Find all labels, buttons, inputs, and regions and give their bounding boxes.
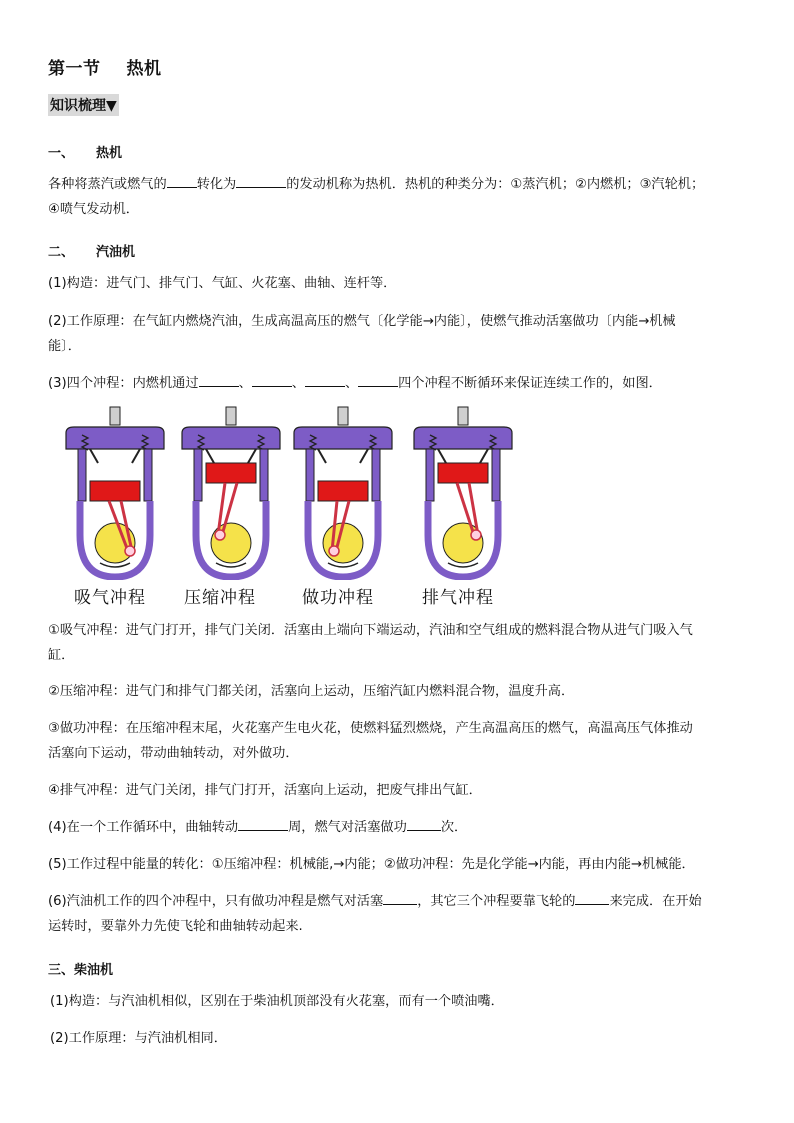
power-stroke-text: ③做功冲程：在压缩冲程末尾，火花塞产生电火花，使燃料猛烈燃烧，产生高温高压的燃气，高温高压气体推动 活塞向下运动，带动曲轴转动，对外做功． [48,721,693,761]
line-four-strokes: (3)四个冲程：内燃机通过 、 、 、 四个冲程不断循环来保证连续工作的，如图． [48,372,748,397]
line-energy-conversion: (5)工作过程中能量的转化：①压缩冲程：机械能,→内能；②做功冲程：先是化学能→内能，再由内能→机械能． [48,857,695,872]
intake-valve [90,449,98,463]
cylinder-wall-left [426,449,434,501]
heading-gasoline-engine: 二、 汽油机 [48,245,136,260]
diesel-structure-text: (1)构造：与汽油机相似，区别在于柴油机顶部没有火花塞，而有一个喷油嘴． [50,994,504,1009]
line-working-principle: (2)工作原理：在气缸内燃烧汽油，生成高温高压的燃气〔化学能→内能〕，使燃气推动活塞做功〔内能→机械 能〕． [48,314,676,354]
section-name: 热机 [126,59,162,79]
crankshaft-wheel [211,523,251,563]
exhaust-stroke-diagram [408,405,518,580]
compression-stroke-diagram [176,405,286,580]
line-work-cycle: (4)在一个工作循环中，曲轴转动 周，燃气对活塞做功 次． [48,816,748,841]
heading-heat-engine: 一、 热机 [48,146,123,161]
spark-plug [338,407,348,425]
cylinder-wall-right [260,449,268,501]
crank-pin [215,530,225,540]
four-stroke-figure [56,405,526,610]
intake-valve [318,449,326,463]
compression-stroke-text: ②压缩冲程：进气门和排气门都关闭，活塞向上运动，压缩汽缸内燃料混合物，温度升高． [48,684,575,699]
power-stroke-diagram [288,405,398,580]
intake-stroke-text: ①吸气冲程：进气门打开，排气门关闭．活塞由上端向下端运动，汽油和空气组成的燃料混合物从进气门吸入气 缸． [48,623,693,663]
cylinder-wall-left [306,449,314,501]
crank-pin [471,530,481,540]
line-structure: (1)构造：进气门、排气门、气缸、火花塞、曲轴、连杆等． [48,276,397,291]
caption-power: 做功冲程 [302,588,374,608]
rotation-arrow [328,563,358,567]
rotation-arrow [216,563,246,567]
knowledge-review-tag: 知识梳理▼ [48,94,119,116]
piston [206,463,256,483]
piston [90,481,140,501]
intake-stroke-diagram [60,405,170,580]
cylinder-wall-left [194,449,202,501]
exhaust-valve [132,449,140,463]
piston [318,481,368,501]
intake-valve [438,449,446,463]
cylinder-wall-left [78,449,86,501]
exhaust-stroke-text: ④排气冲程：进气门关闭，排气门打开，活塞向上运动，把废气排出气缸． [48,783,482,798]
crank-pin [125,546,135,556]
paragraph-heat-engine: 各种将蒸汽或燃气的 转化为 的发动机称为热机．热机的种类分为：①蒸汽机；②内燃机；③汽轮机； ④喷气发动机． [48,173,748,222]
exhaust-valve [248,449,256,463]
caption-exhaust: 排气冲程 [422,588,494,608]
line-flywheel: (6)汽油机工作的四个冲程中，只有做功冲程是燃气对活塞 ，其它三个冲程要靠飞轮的 来完成．在开始 运转时，要靠外力先使飞轮和曲轴转动起来. [48,890,748,939]
rotation-arrow [100,563,130,567]
cylinder-wall-right [372,449,380,501]
diesel-principle-text: (2)工作原理：与汽油机相同． [50,1031,227,1046]
heading-diesel-engine: 三、柴油机 [48,963,114,978]
spark-plug [226,407,236,425]
spark-plug [458,407,468,425]
section-title [48,54,162,79]
exhaust-valve [360,449,368,463]
exhaust-valve [480,449,488,463]
intake-valve [206,449,214,463]
caption-compression: 压缩冲程 [184,588,256,608]
cylinder-wall-right [492,449,500,501]
piston [438,463,488,483]
rotation-arrow [448,563,478,567]
crank-pin [329,546,339,556]
caption-intake: 吸气冲程 [74,588,146,608]
cylinder-wall-right [144,449,152,501]
spark-plug [110,407,120,425]
section-number: 第一节 [48,59,101,79]
